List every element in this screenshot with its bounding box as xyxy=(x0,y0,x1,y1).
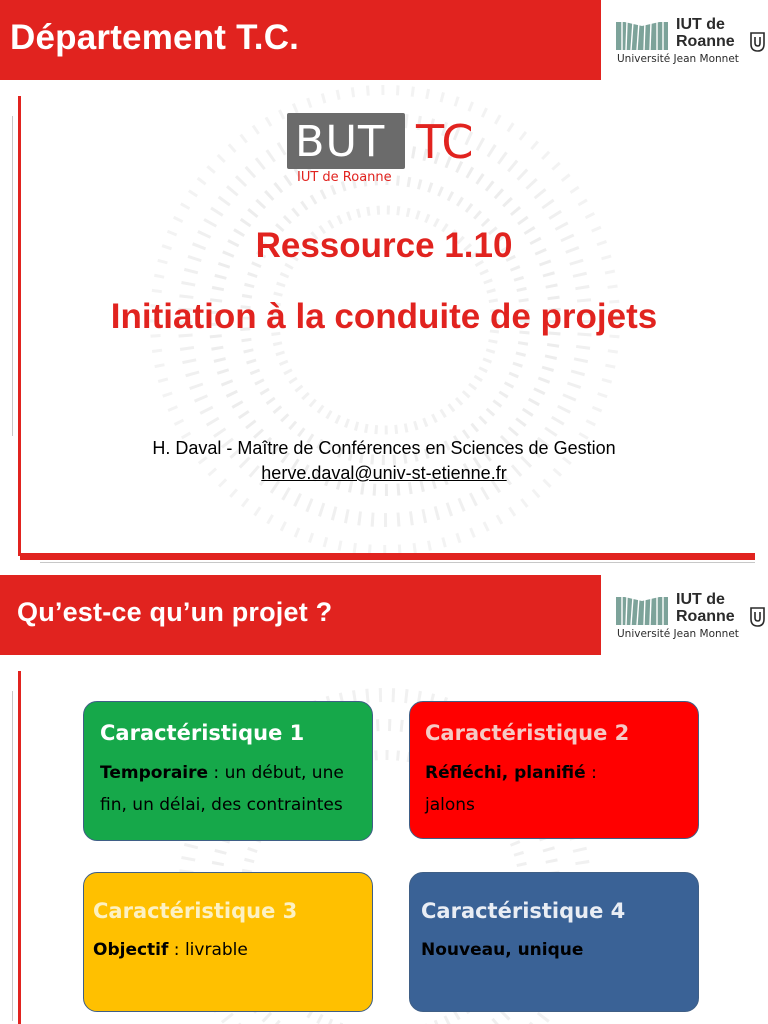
card-body: Nouveau, unique xyxy=(421,940,584,960)
left-gray-line xyxy=(12,116,13,436)
left-accent-line xyxy=(18,671,21,1024)
card-body: Réfléchi, planifié : jalons xyxy=(425,763,597,815)
characteristic-card-3 xyxy=(83,872,373,1012)
resource-subtitle: Initiation à la conduite de projets xyxy=(110,297,658,336)
iut-logo-mark-icon xyxy=(616,20,668,50)
logo-name: IUT de Roanne xyxy=(676,591,735,625)
tc-text: TC xyxy=(416,115,474,169)
iut-logo-mark-icon xyxy=(616,595,668,625)
card-body: Temporaire : un début, une fin, un délai, des contraintes xyxy=(100,763,344,815)
iut-roanne-logo xyxy=(614,14,764,70)
header-title: Département T.C. xyxy=(10,18,300,57)
header-title: Qu’est-ce qu’un projet ? xyxy=(17,597,333,627)
card-title: Caractéristique 3 xyxy=(93,899,298,923)
logo-university: Université Jean Monnet xyxy=(617,53,739,65)
left-gray-line xyxy=(12,691,13,1021)
author-email-link[interactable]: herve.daval@univ-st-etienne.fr xyxy=(261,463,507,483)
card-title: Caractéristique 1 xyxy=(100,721,305,745)
logo-university: Université Jean Monnet xyxy=(617,628,739,640)
slide-what-is-a-project xyxy=(0,575,768,1024)
but-text: BUT xyxy=(295,117,386,167)
card-body: Objectif : livrable xyxy=(93,940,248,960)
bottom-gray-line xyxy=(40,562,755,563)
characteristic-card-1 xyxy=(83,701,373,841)
author-line: H. Daval - Maître de Conférences en Sciences de Gestion xyxy=(152,438,616,458)
header-bar xyxy=(0,575,601,655)
but-tc-logo xyxy=(287,113,487,193)
resource-title: Ressource 1.10 xyxy=(255,226,513,265)
ujm-emblem-icon xyxy=(750,607,765,627)
characteristic-card-4 xyxy=(409,872,699,1012)
header-bar xyxy=(0,0,601,80)
card-title: Caractéristique 4 xyxy=(421,899,626,923)
logo-name: IUT de Roanne xyxy=(676,16,735,50)
iut-roanne-logo xyxy=(614,589,764,645)
bottom-accent-line xyxy=(20,553,755,560)
card-title: Caractéristique 2 xyxy=(425,721,630,745)
ujm-emblem-icon xyxy=(750,32,765,52)
but-logo-subtitle: IUT de Roanne xyxy=(297,170,392,185)
characteristic-card-2 xyxy=(409,701,699,839)
